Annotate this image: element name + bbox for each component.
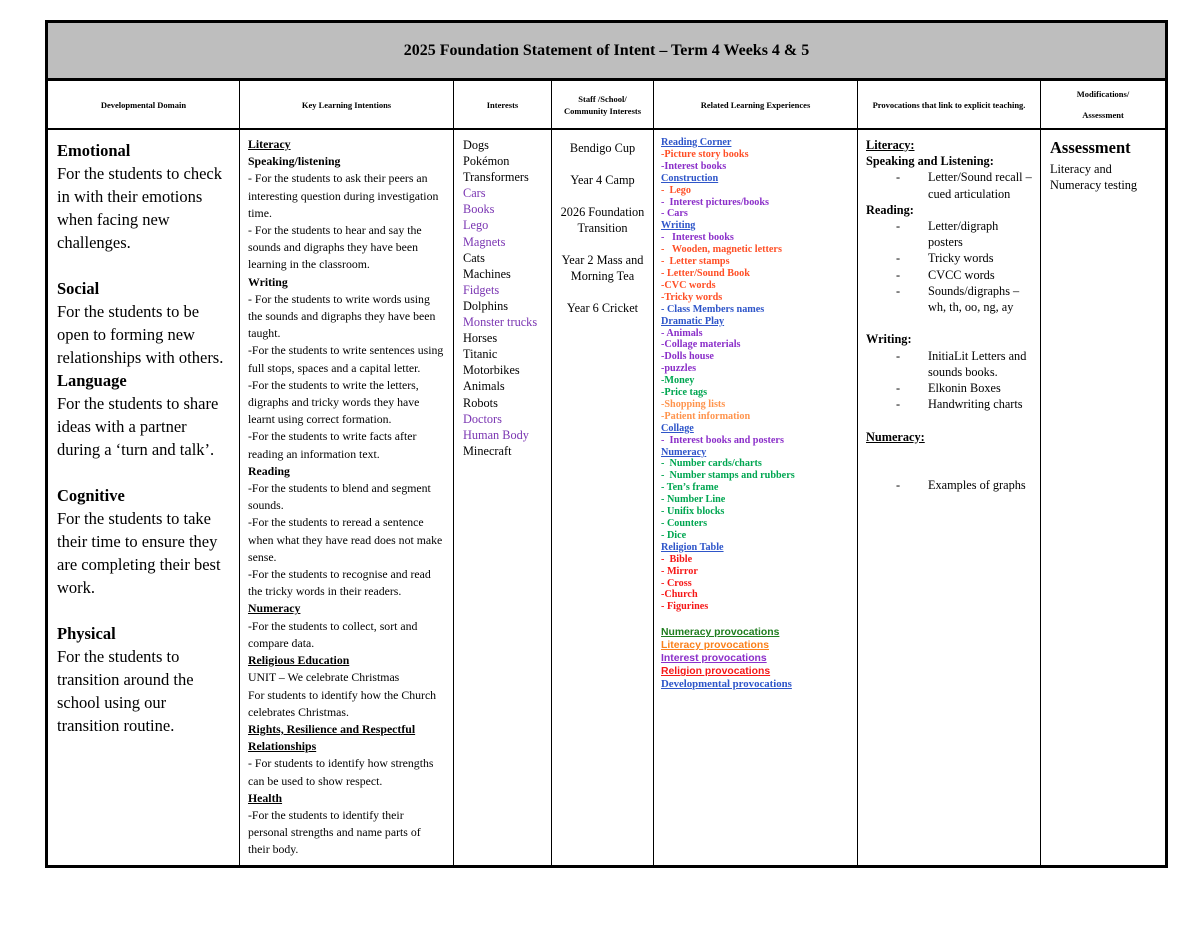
text-line: - Mirror xyxy=(661,565,698,577)
text-line: Writing: xyxy=(866,332,912,347)
text-line: - Class Members names xyxy=(661,303,765,315)
bullet-text: Elkonin Boxes xyxy=(928,381,1001,396)
text-line: Health xyxy=(248,790,283,805)
text-line: - For the students to ask their peers an interesting question during investigation time. xyxy=(248,171,439,220)
domain-text: For the students to check in with their emotions when facing new challenges. xyxy=(57,164,222,252)
domain-text: For the students to transition around the school using our transition routine. xyxy=(57,647,194,735)
text-line: - Letter/Sound Book xyxy=(661,267,750,279)
text-line: Numeracy xyxy=(248,601,301,616)
text-line: Writing xyxy=(248,274,288,289)
text-line xyxy=(866,283,1036,315)
text-line: Magnets xyxy=(463,234,506,249)
text-line: -For the students to write facts after reading an information text. xyxy=(248,429,417,461)
text-line: Interests xyxy=(486,99,519,110)
text-line: -Tricky words xyxy=(661,291,723,303)
text-line: Staff /School/ xyxy=(578,93,627,104)
text-line: Pokémon xyxy=(463,154,510,169)
text-line: -For the students to write sentences using full stops, spaces and a capital letter. xyxy=(248,343,444,375)
text-line: Year 2 Mass and Morning Tea xyxy=(561,253,644,283)
text-line: - Animals xyxy=(661,327,703,339)
cell-related-learning-experiences xyxy=(654,130,858,865)
text-line: - Figurines xyxy=(661,601,709,613)
provocation-link[interactable]: Interest provocations xyxy=(661,653,767,665)
text-line: Monster trucks xyxy=(463,315,538,330)
cell-developmental-domain xyxy=(48,130,240,865)
domain-text: For the students to be open to forming new relationships with others. xyxy=(57,302,224,367)
bullet-text: Handwriting charts xyxy=(928,397,1023,412)
text-line: - Unifix blocks xyxy=(661,506,725,518)
bullet-text: InitiaLit Letters and sounds books. xyxy=(928,348,1027,379)
text-line: Titanic xyxy=(463,347,498,362)
text-line: Reading: xyxy=(866,202,914,217)
bullet-dash: - xyxy=(896,478,901,493)
text-line: - Number cards/charts xyxy=(661,458,762,470)
text-line xyxy=(866,315,1036,331)
text-line: - For the students to write words using the sounds and digraphs they have been taught. xyxy=(248,291,436,341)
provocation-link[interactable]: Developmental provocations xyxy=(661,678,792,691)
text-line: - Interest books and posters xyxy=(661,434,784,446)
page-title: 2025 Foundation Statement of Intent – Term 4 Weeks 4 & 5 xyxy=(403,41,810,59)
text-line: Motorbikes xyxy=(463,363,520,378)
text-line: - Lego xyxy=(661,184,691,196)
text-line: - Letter stamps xyxy=(661,256,730,268)
text-line: - For students to identify how strengths can be used to show respect. xyxy=(248,756,434,788)
text-line: -puzzles xyxy=(661,363,697,375)
text-line: Dramatic Play xyxy=(661,315,725,327)
domain-heading: Physical xyxy=(57,624,116,643)
provocation-link[interactable]: Numeracy provocations xyxy=(661,627,780,639)
text-line: Literacy: xyxy=(866,138,915,152)
text-line: Religion Table xyxy=(661,541,724,553)
bullet-text: Tricky words xyxy=(928,251,994,266)
bullet-dash: - xyxy=(896,170,901,185)
bullet-dash: - xyxy=(896,348,901,363)
bullet-dash: - xyxy=(896,397,901,412)
title-bar xyxy=(48,23,1165,81)
text-line: Fidgets xyxy=(463,282,500,297)
text-line: Reading Corner xyxy=(661,137,732,148)
text-line xyxy=(866,445,1036,461)
cell-explicit-teaching-provocations xyxy=(858,130,1041,865)
header-interests xyxy=(454,81,552,130)
text-line: -Patient information xyxy=(661,410,751,422)
domain-heading: Language xyxy=(57,371,127,390)
cell-staff-school-community-interests xyxy=(552,130,654,865)
text-line: - Ten’s frame xyxy=(661,482,719,494)
bullet-dash: - xyxy=(896,219,901,234)
bullet-dash: - xyxy=(896,283,901,298)
text-line: Community Interests xyxy=(563,105,642,116)
text-line: Related Learning Experiences xyxy=(700,99,811,110)
text-line: - Number Line xyxy=(661,494,726,506)
header-modifications-assessment xyxy=(1041,81,1165,130)
text-line: Numeracy xyxy=(661,446,707,458)
text-line: Doctors xyxy=(463,411,502,426)
text-line: Reading xyxy=(248,463,290,478)
cell-key-learning-intentions xyxy=(240,130,454,865)
text-line: Lego xyxy=(463,218,489,233)
text-line: Cats xyxy=(463,250,485,265)
text-line: - Wooden, magnetic letters xyxy=(661,244,782,256)
text-line: 2026 Foundation Transition xyxy=(560,205,645,235)
text-line xyxy=(866,267,1036,283)
text-line: Speaking/listening xyxy=(248,154,341,169)
cell-modifications-assessment xyxy=(1041,130,1165,865)
text-line: Developmental Domain xyxy=(100,99,187,110)
table-body-row xyxy=(48,130,1165,865)
provocation-link[interactable]: Religion provocations xyxy=(661,666,771,678)
text-line: Assessment xyxy=(1082,110,1124,120)
text-line: Animals xyxy=(463,379,505,394)
text-line: -For the students to recognise and read the tricky words in their readers. xyxy=(248,567,431,599)
header-staff-school-community-interests xyxy=(552,81,654,130)
text-line: Minecraft xyxy=(463,443,512,458)
bullet-text: Letter/Sound recall – cued articulation xyxy=(928,170,1032,201)
text-line: Machines xyxy=(463,266,511,281)
text-line xyxy=(866,169,1036,201)
text-line: Robots xyxy=(463,395,498,410)
text-line: Speaking and Listening: xyxy=(866,154,994,169)
text-line: Numeracy: xyxy=(866,429,925,444)
text-line: -Dolls house xyxy=(661,351,714,363)
text-line: Construction xyxy=(661,172,719,184)
bullet-dash: - xyxy=(896,251,901,266)
provocation-links-list xyxy=(661,626,853,691)
text-line: - For the students to hear and say the sounds and digraphs they have been learning in the classroom. xyxy=(248,223,422,272)
text-line: Rights, Resilience and Respectful Relationships xyxy=(248,721,416,754)
text-line: - Interest books xyxy=(661,232,734,244)
text-line: -Price tags xyxy=(661,387,708,399)
text-line: Literacy xyxy=(248,137,291,151)
bullet-text: Letter/digraph posters xyxy=(928,219,999,250)
text-line xyxy=(866,396,1036,412)
text-line: -For the students to write the letters, digraphs and tricky words they have learnt using correct formation. xyxy=(248,377,420,427)
domain-heading: Cognitive xyxy=(57,486,125,505)
text-line: - Counters xyxy=(661,518,708,529)
text-line: -CVC words xyxy=(661,279,716,291)
domain-heading: Emotional xyxy=(57,141,131,160)
text-line: Religious Education xyxy=(248,653,350,668)
text-line: - Cars xyxy=(661,208,688,220)
header-related-learning-experiences xyxy=(654,81,858,130)
related-experiences-list xyxy=(661,137,853,613)
text-line: Year 4 Camp xyxy=(570,173,635,187)
header-developmental-domain xyxy=(48,81,240,130)
header-key-learning-intentions xyxy=(240,81,454,130)
text-line xyxy=(866,218,1036,250)
text-line: - Dice xyxy=(661,529,687,541)
text-line: Dolphins xyxy=(463,298,509,313)
text-line: Year 6 Cricket xyxy=(566,301,639,315)
text-line: -Picture story books xyxy=(661,148,749,160)
bullet-text: CVCC words xyxy=(928,267,995,282)
text-line xyxy=(866,477,1036,493)
text-line: Transformers xyxy=(463,170,529,185)
bullet-text: Sounds/digraphs – wh, th, oo, ng, ay xyxy=(928,283,1020,315)
text-line: - Interest pictures/books xyxy=(661,196,770,208)
text-line xyxy=(866,250,1036,266)
table-header-row xyxy=(48,81,1165,130)
text-line: -For the students to reread a sentence when what they have read does not make sense. xyxy=(248,515,443,564)
text-line xyxy=(866,348,1036,380)
statement-of-intent-table xyxy=(45,20,1168,868)
bullet-text: Examples of graphs xyxy=(928,478,1026,493)
text-line: -Shopping lists xyxy=(661,398,726,410)
text-line: -Collage materials xyxy=(661,339,741,351)
text-line: -For the students to collect, sort and compare data. xyxy=(248,618,418,650)
assessment-heading: Assessment xyxy=(1050,138,1131,157)
text-line: - Number stamps and rubbers xyxy=(661,470,795,482)
text-line: -Money xyxy=(661,375,695,387)
text-line: -Church xyxy=(661,589,698,601)
text-line: -For the students to blend and segment sounds. xyxy=(248,481,431,513)
text-line xyxy=(866,380,1036,396)
text-line: Dogs xyxy=(463,138,489,152)
text-line: Key Learning Intentions xyxy=(301,99,392,110)
text-line: Collage xyxy=(661,422,694,434)
bullet-dash: - xyxy=(896,381,901,396)
assessment-body: Literacy and Numeracy testing xyxy=(1050,162,1138,193)
domain-text: For the students to share ideas with a partner during a ‘turn and talk’. xyxy=(57,394,219,459)
provocation-link[interactable]: Literacy provocations xyxy=(661,640,769,652)
text-line: - Cross xyxy=(661,577,692,589)
text-line: - Bible xyxy=(661,553,693,565)
text-line xyxy=(866,412,1036,428)
text-line: Modifications/ xyxy=(1076,89,1130,99)
text-line: Provocations that link to explicit teaching. xyxy=(872,99,1026,110)
text-line: Books xyxy=(463,202,495,217)
text-line: -For the students to identify their personal strengths and name parts of their body. xyxy=(248,807,421,857)
text-line: Bendigo Cup xyxy=(569,141,636,155)
text-line: -Interest books xyxy=(661,160,727,172)
text-line: For students to identify how the Church celebrates Christmas. xyxy=(248,687,437,719)
text-line: Human Body xyxy=(463,427,529,442)
cell-interests xyxy=(454,130,552,865)
header-provocations xyxy=(858,81,1041,130)
text-line: Cars xyxy=(463,186,486,201)
text-line xyxy=(866,461,1036,477)
domain-heading: Social xyxy=(57,279,100,298)
text-line: Horses xyxy=(463,331,498,346)
text-line: UNIT – We celebrate Christmas xyxy=(248,670,400,685)
bullet-dash: - xyxy=(896,267,901,282)
domain-text: For the students to take their time to ensure they are completing their best work. xyxy=(57,509,221,597)
text-line: Writing xyxy=(661,220,696,232)
